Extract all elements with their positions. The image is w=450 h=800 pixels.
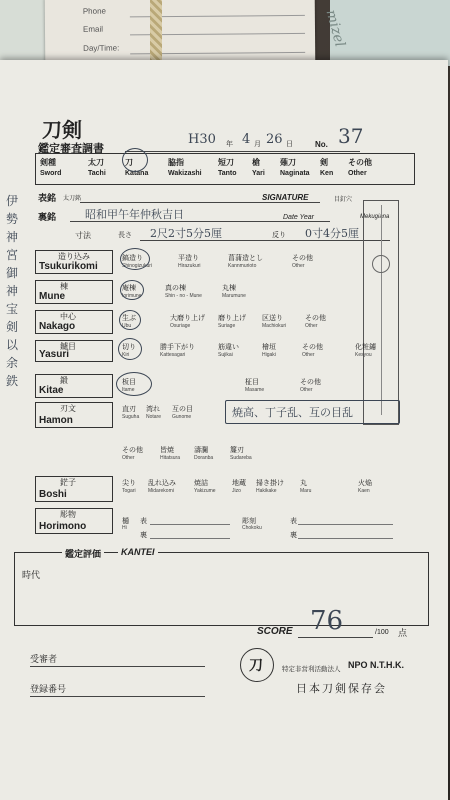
sword-type-jp: 脇指: [168, 158, 184, 167]
date-month: 4: [242, 132, 251, 147]
kitae-option-en: Masame: [245, 387, 265, 393]
omote-line: [80, 202, 320, 203]
twine-rope: [150, 0, 162, 66]
yasuri-option-jp: 切り: [122, 343, 136, 351]
tsukuri-option-jp: その他: [292, 254, 313, 262]
date-nen: 年: [226, 140, 233, 148]
mune-option-jp: 真の棟: [165, 284, 186, 292]
sword-type-en: Yari: [252, 170, 265, 177]
hamon-option-en: Gunome: [172, 414, 192, 420]
horimono-field-label: 裏: [290, 531, 297, 539]
sword-type-en: Wakizashi: [168, 170, 202, 177]
jushosha-line: [30, 666, 205, 667]
yasuri-option-en: Kattesagari: [160, 352, 186, 358]
tsukuri-label-jp: 造り込み: [58, 252, 90, 261]
hamon-option2-en: Doranba: [194, 455, 214, 461]
sword-type-jp: 太刀: [88, 158, 104, 167]
sori-value: 0寸4分5厘: [305, 227, 359, 240]
appraisal-form: [0, 60, 448, 800]
mune-option-en: Marumune: [222, 293, 246, 299]
nagasa-value: 2尺2寸5分5厘: [150, 227, 222, 240]
mune-selected-mark: [120, 280, 144, 300]
nakago-option-jp: 生ぶ: [122, 314, 136, 322]
kantei-label-en: KANTEI: [118, 547, 158, 557]
yasuri-label-en: Yasuri: [39, 349, 70, 360]
tsukuri-option-en: Other: [292, 263, 305, 269]
ura-mei-handwriting: 昭和甲午年仲秋吉日: [85, 208, 184, 221]
tsukuri-option-en: Kannmurioto: [228, 263, 257, 269]
sword-type-en: Katana: [125, 170, 149, 177]
sword-type-jp: 刀: [125, 158, 133, 167]
org-name: 日本刀剣保存会: [296, 682, 387, 695]
horimono-field-line: [298, 524, 393, 525]
kitae-option-en: Itame: [122, 387, 135, 393]
horimono-field-line: [150, 524, 230, 525]
boshi-option-jp: 尖り: [122, 479, 136, 487]
mekugiana-en: Mekugiana: [360, 214, 390, 220]
sword-type-jp: 薙刀: [280, 158, 296, 167]
horimono-field-line: [298, 538, 393, 539]
card-daytime-label: Day/Time:: [83, 43, 120, 53]
mekugiana-sketch-hole: [372, 255, 390, 273]
kitae-option-jp: その他: [300, 378, 321, 386]
omote-mei-label: 表銘: [38, 194, 57, 204]
sunpo-label: 寸法: [75, 231, 91, 240]
sword-type-en: Ken: [320, 170, 334, 177]
yasuri-option-jp: 檜垣: [262, 343, 276, 351]
mekugiana-jp: 目釘穴: [334, 196, 353, 203]
nakago-option-jp: 大磨り上げ: [170, 314, 205, 322]
kantei-box: [14, 552, 429, 626]
boshi-option-jp: 掃き掛け: [256, 479, 284, 487]
ura-mei-label: 裏銘: [38, 213, 57, 223]
tsukuri-option-jp: 平造り: [178, 254, 199, 262]
horimono-field-label-en: Hi: [122, 525, 127, 531]
mune-option-jp: 丸棟: [222, 284, 236, 292]
kitae-label-en: Kitae: [39, 385, 64, 396]
score-value: 76: [310, 606, 344, 636]
date-gatsu: 月: [254, 140, 261, 148]
hamon-option2-jp: 簾刃: [230, 446, 244, 454]
jidai-label: 時代: [22, 571, 41, 581]
mune-option-en: Iorimune: [122, 293, 142, 299]
boshi-option-en: Maru: [300, 488, 312, 494]
nakago-option-en: Other: [305, 323, 318, 329]
date-nichi: 日: [286, 140, 293, 148]
boshi-option-jp: 焼詰: [194, 479, 208, 487]
hamon-option2-jp: その他: [122, 446, 143, 454]
boshi-option-en: Midarekomi: [148, 488, 174, 494]
horimono-field-label-en: Chokoku: [242, 525, 262, 531]
nakago-option-jp: 区送り: [262, 314, 283, 322]
sword-type-en: Sword: [40, 170, 62, 177]
form-subtitle: 鑑定審査調書: [38, 142, 104, 155]
yasuri-option-jp: 化粧鑢: [355, 343, 376, 351]
boshi-label-en: Boshi: [39, 489, 67, 500]
kitae-option-jp: 柾目: [245, 378, 259, 386]
mune-option-jp: 庵棟: [122, 284, 136, 292]
side-note-handwriting: 伊勢神宮御神宝剣以余鉄: [6, 194, 19, 388]
toroku-line: [30, 696, 205, 697]
score-max: /100: [375, 629, 389, 636]
yasuri-option-jp: その他: [302, 343, 323, 351]
horimono-label-en: Horimono: [39, 521, 87, 532]
hamon-handwriting: 焼高、丁子乱、互の目乱: [232, 406, 353, 419]
sword-type-en: Tachi: [88, 170, 106, 177]
tsukuri-option-en: Hirazukuri: [178, 263, 201, 269]
paper-stack-text: mizel: [322, 8, 348, 49]
org-type: 特定非営利活動法人: [282, 665, 341, 673]
nthk-seal-char: 刀: [249, 658, 263, 674]
nakago-label-jp: 中心: [60, 312, 76, 321]
yasuri-option-en: Sujikai: [218, 352, 233, 358]
nakago-selected-mark: [119, 310, 141, 330]
jushosha-label: 受審者: [30, 655, 58, 665]
hamon-option2-en: Sudareba: [230, 455, 252, 461]
hamon-option-en: Suguha: [122, 414, 140, 420]
horimono-field-label: 表: [140, 517, 147, 525]
boshi-option-en: Togari: [122, 488, 136, 494]
horimono-label-jp: 彫物: [60, 510, 76, 519]
horimono-field-label: 彫刻: [242, 517, 256, 525]
date-day: 26: [266, 132, 283, 147]
toroku-label: 登録番号: [30, 685, 67, 695]
sword-type-en: Naginata: [280, 170, 310, 177]
tsukuri-option-jp: 菖蒲造とし: [228, 254, 263, 262]
sword-type-en: Tanto: [218, 170, 237, 177]
sword-type-jp: 剣種: [40, 158, 56, 167]
hamon-option2-jp: 濤瀾: [194, 446, 208, 454]
boshi-option-en: Hakikake: [256, 488, 277, 494]
katana-circle-mark: [122, 148, 148, 172]
omote-mei-sub: 太刀銘: [63, 195, 82, 202]
kitae-option-en: Other: [300, 387, 313, 393]
nakago-option-en: Machiokuri: [262, 323, 287, 329]
mune-label-en: Mune: [39, 291, 66, 302]
boshi-option-jp: 乱れ込み: [148, 479, 176, 487]
sunpo-line: [140, 240, 390, 241]
horimono-field-label: 表: [290, 517, 297, 525]
kitae-option-jp: 板目: [122, 378, 136, 386]
yasuri-option-jp: 勝手下がり: [160, 343, 195, 351]
boshi-option-en: Jizo: [232, 488, 241, 494]
sword-type-jp: 短刀: [218, 158, 234, 167]
sword-type-jp: その他: [348, 158, 372, 167]
sori-label: 反り: [272, 231, 286, 239]
nakago-option-en: Suriage: [218, 323, 236, 329]
card-email-label: Email: [82, 24, 104, 34]
kitae-label-jp: 鍛: [60, 376, 68, 385]
nakago-option-jp: その他: [305, 314, 326, 322]
yasuri-option-en: Higaki: [262, 352, 276, 358]
hamon-label-en: Hamon: [39, 415, 73, 426]
hamon-label-jp: 刃文: [60, 404, 76, 413]
boshi-option-en: Kaen: [358, 488, 370, 494]
hamon-option-en: Notare: [146, 414, 162, 420]
horimono-field-line: [150, 538, 230, 539]
sword-type-en: Other: [348, 170, 367, 177]
kitae-selected-mark: [116, 372, 152, 396]
tsukuri-option-en: Shinogizukuri: [122, 263, 153, 269]
yasuri-option-en: Kesyou: [355, 352, 372, 358]
score-ten: 点: [398, 629, 408, 639]
date-era-year: H30: [188, 132, 216, 147]
score-line: [298, 637, 373, 638]
ura-line: [70, 221, 330, 222]
hamon-option-jp: 湾れ: [146, 405, 160, 413]
sword-type-jp: 槍: [252, 158, 260, 167]
card-phone-label: Phone: [82, 6, 107, 16]
mune-label-jp: 棟: [60, 282, 68, 291]
sword-type-jp: 剣: [320, 158, 328, 167]
nakago-label-en: Nakago: [39, 321, 76, 332]
boshi-option-jp: 丸: [300, 479, 307, 487]
boshi-option-en: Yakizume: [194, 488, 216, 494]
hamon-option-jp: 直刃: [122, 405, 136, 413]
yasuri-option-en: Kiri: [122, 352, 130, 358]
hamon-option-jp: 互の目: [172, 405, 193, 413]
form-logo: 刀剣: [42, 118, 82, 142]
tsukuri-label-en: Tsukurikomi: [39, 261, 98, 272]
nakago-option-en: Osuriage: [170, 323, 191, 329]
tsukuri-selected-mark: [120, 248, 153, 270]
number-label: No.: [315, 140, 328, 149]
boshi-option-jp: 地蔵: [232, 479, 246, 487]
date-year-label: Date Year: [283, 214, 315, 221]
boshi-label-jp: 鋩子: [60, 478, 76, 487]
yasuri-label-jp: 鑢目: [60, 342, 76, 351]
yasuri-option-en: Other: [302, 352, 315, 358]
kantei-label-jp: 鑑定評価: [62, 547, 104, 560]
hamon-option2-jp: 皆焼: [160, 446, 174, 454]
mune-option-en: Shin - no - Mune: [165, 293, 202, 299]
header-underline: [125, 151, 360, 152]
number-value: 37: [338, 124, 364, 148]
nakago-sketch-line: [381, 205, 382, 415]
hamon-option2-en: Other: [122, 455, 135, 461]
score-label: SCORE: [257, 626, 293, 637]
contact-card: [45, 0, 316, 67]
nagasa-label: 長さ: [118, 231, 132, 239]
boshi-option-jp: 火焔: [358, 479, 372, 487]
signature-label: SIGNATURE: [262, 193, 309, 202]
tsukuri-option-jp: 鎬造り: [122, 254, 143, 262]
horimono-field-label: 裏: [140, 531, 147, 539]
hamon-option2-en: Hitatsura: [160, 455, 181, 461]
org-npo: NPO N.T.H.K.: [348, 660, 405, 670]
yasuri-selected-mark: [118, 338, 142, 360]
nakago-option-en: Ubu: [122, 323, 132, 329]
yasuri-option-jp: 筋違い: [218, 343, 239, 351]
paper-stack: [330, 0, 450, 66]
nakago-option-jp: 磨り上げ: [218, 314, 246, 322]
horimono-field-label: 樋: [122, 517, 129, 525]
